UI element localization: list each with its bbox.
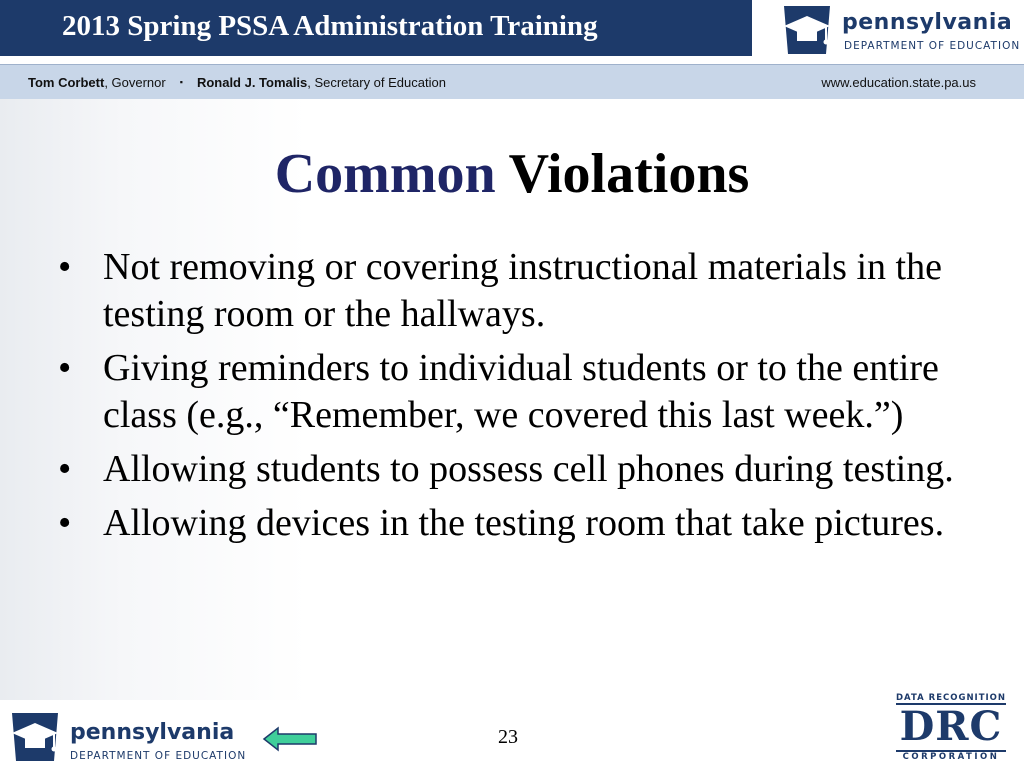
previous-slide-button[interactable] xyxy=(262,726,320,752)
website-link[interactable]: www.education.state.pa.us xyxy=(821,75,976,90)
footer-pa-education-logo xyxy=(0,706,247,768)
governor-role: , Governor xyxy=(104,75,166,90)
drc-logo xyxy=(896,693,1006,763)
list-item xyxy=(58,244,958,338)
drc-main-text: DRC xyxy=(899,703,1003,750)
bullet-icon: • xyxy=(58,448,72,490)
drc-bottom-text: CORPORATION xyxy=(896,750,1006,762)
footer-logo-wordmark: pennsylvania xyxy=(70,720,235,745)
list-item-text: Allowing devices in the testing room that take pictures. xyxy=(103,502,945,544)
bullet-icon: • xyxy=(58,502,72,544)
list-item-text: Allowing students to possess cell phones during testing. xyxy=(103,448,954,490)
banner-title: 2013 Spring PSSA Administration Training xyxy=(62,10,598,42)
officials-line xyxy=(28,75,446,90)
slide-title xyxy=(0,142,1024,206)
list-item xyxy=(58,345,958,439)
separator: ▪ xyxy=(179,77,183,87)
officials-bar xyxy=(0,64,1024,99)
pa-education-logo xyxy=(778,4,1021,58)
logo-wordmark: pennsylvania xyxy=(842,10,1013,35)
list-item-text: Giving reminders to individual students or to the entire class (e.g., “Remember, we covered this last week.”) xyxy=(103,347,939,436)
title-word-violations: Violations xyxy=(508,143,750,205)
keystone-graduation-cap-icon xyxy=(6,710,64,764)
bullet-icon: • xyxy=(58,246,72,288)
title-word-common: Common xyxy=(274,143,496,205)
keystone-graduation-cap-icon xyxy=(778,4,836,56)
governor-name: Tom Corbett xyxy=(28,75,105,90)
logo-subtitle: DEPARTMENT OF EDUCATION xyxy=(844,40,1021,52)
violations-list xyxy=(58,244,958,554)
bullet-icon: • xyxy=(58,347,72,389)
footer-logo-subtitle: DEPARTMENT OF EDUCATION xyxy=(70,750,247,762)
secretary-name: Ronald J. Tomalis xyxy=(196,75,308,90)
title-banner xyxy=(0,0,752,59)
secretary-role: , Secretary of Education xyxy=(307,75,446,90)
page-number: 23 xyxy=(498,726,518,748)
list-item xyxy=(58,446,958,493)
left-arrow-icon xyxy=(262,726,320,752)
list-item xyxy=(58,500,958,547)
list-item-text: Not removing or covering instructional materials in the testing room or the hallways. xyxy=(103,246,942,335)
drc-top-text: DATA RECOGNITION xyxy=(896,693,1007,703)
